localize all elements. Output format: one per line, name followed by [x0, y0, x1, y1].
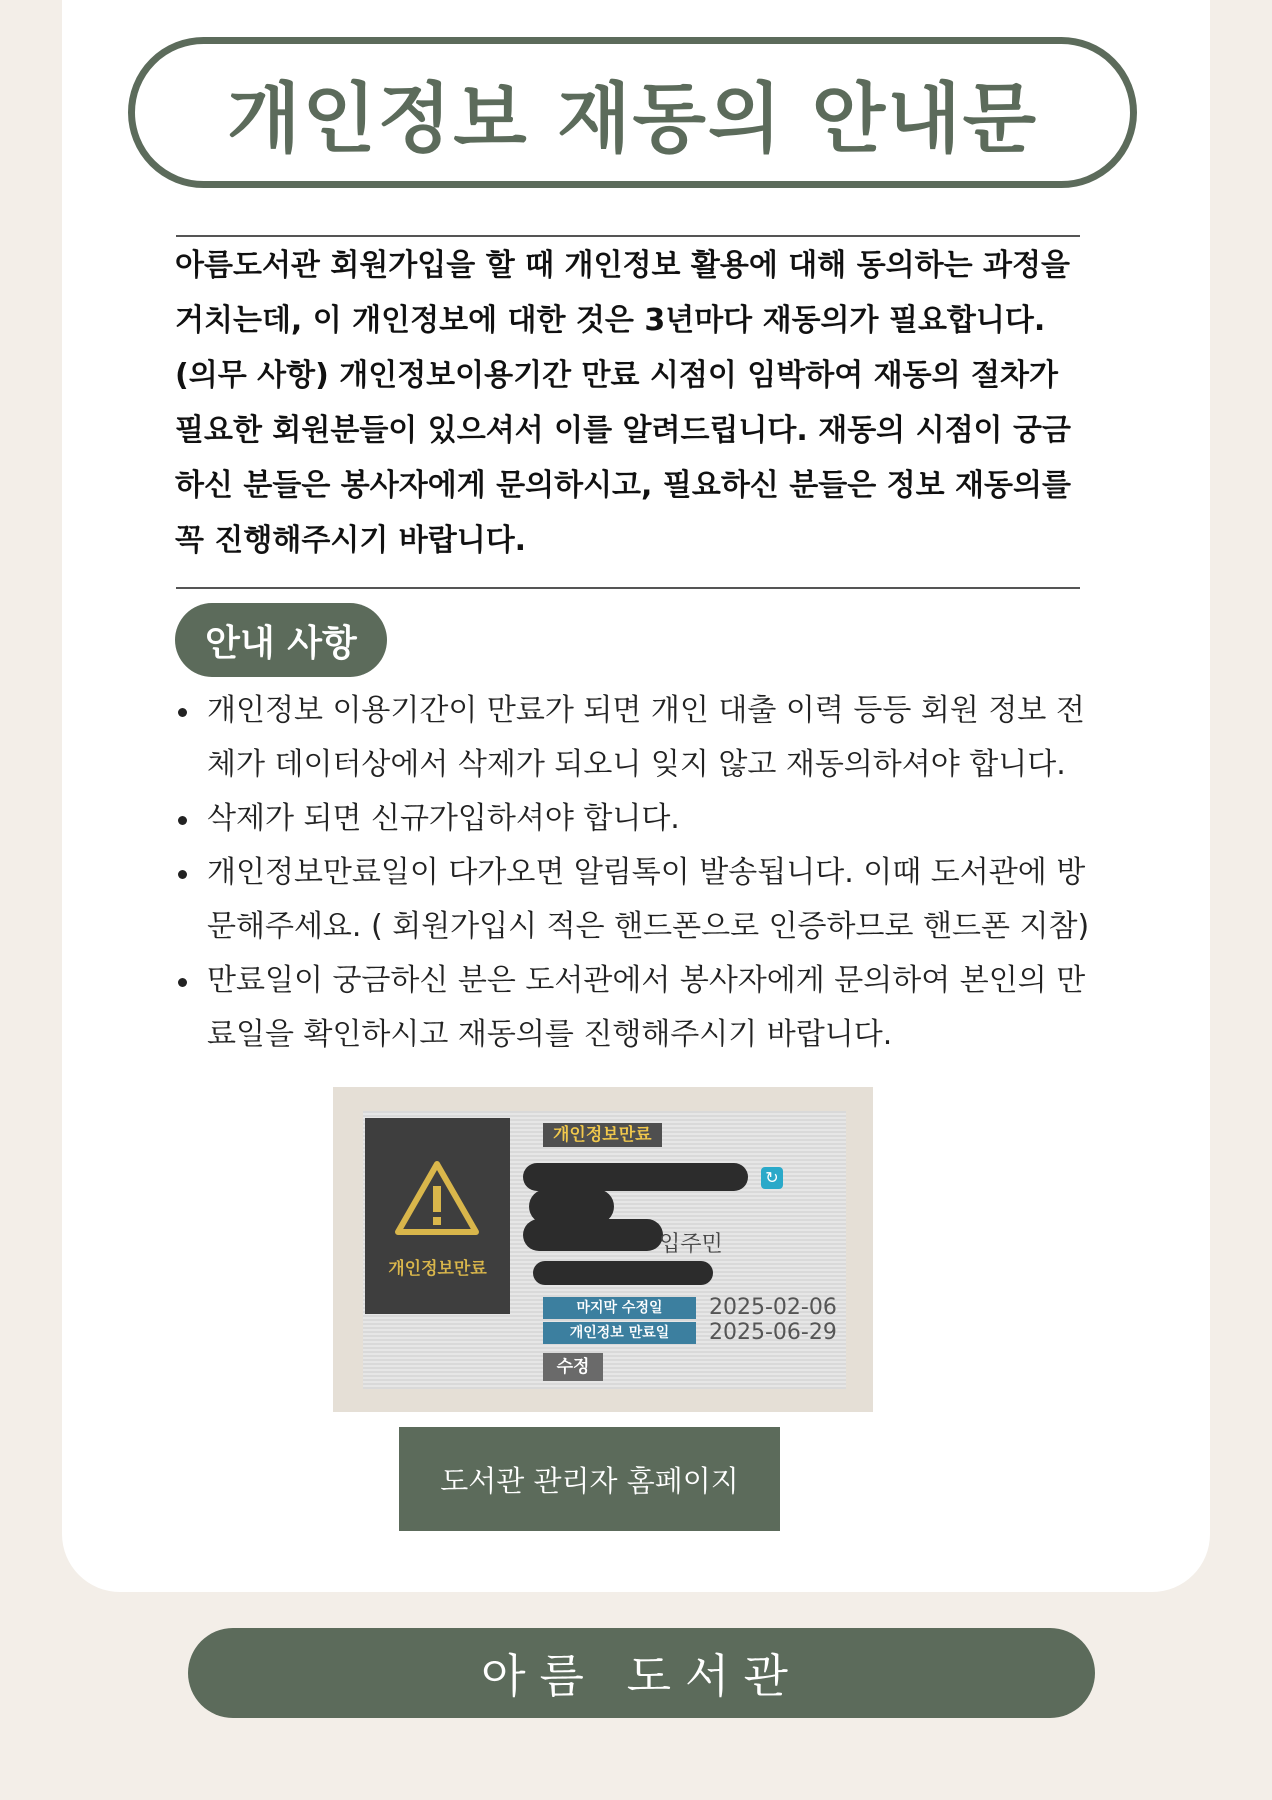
field-value-expiry: 2025-06-29 [709, 1320, 837, 1345]
screenshot-photo [333, 1087, 873, 1412]
field-label-last-modified: 마지막 수정일 [543, 1297, 696, 1319]
divider-bottom [176, 587, 1080, 589]
refresh-icon: ↻ [761, 1167, 783, 1189]
admin-homepage-button[interactable]: 도서관 관리자 홈페이지 [399, 1427, 780, 1531]
redaction-mark [523, 1163, 748, 1191]
resident-text: 입주민 [659, 1232, 723, 1257]
notice-item-3: 개인정보만료일이 다가오면 알림톡이 발송됩니다. 이때 도서관에 방문해주세요. ( 회원가입시 적은 핸드폰으로 인증하므로 핸드폰 지참) [176, 846, 1096, 954]
notice-item-4: 만료일이 궁금하신 분은 도서관에서 봉사자에게 문의하여 본인의 만료일을 확인하시고 재동의를 진행해주시기 바랍니다. [176, 954, 1096, 1062]
divider-top [176, 235, 1080, 237]
library-name: 아름 도서관 [481, 1649, 802, 1703]
intro-paragraph: 아름도서관 회원가입을 할 때 개인정보 활용에 대해 동의하는 과정을 거치는데, 이 개인정보에 대한 것은 3년마다 재동의가 필요합니다. (의무 사항) 개인정보이용기간 만료 시점이 임박하여 재동의 절차가 필요한 회원분들이 있으셔서 이를 알려드립니다. 재동의 시점이 궁금하신 분들은 봉사자에게 문의하시고, 필요하신 분들은 정보 재동의를 꼭 진행해주시기 바랍니다. [175, 248, 1071, 558]
notice-item-1: 개인정보 이용기간이 만료가 되면 개인 대출 이력 등등 회원 정보 전체가 데이터상에서 삭제가 되오니 잊지 않고 재동의하셔야 합니다. [176, 684, 1096, 792]
redaction-mark [523, 1219, 663, 1251]
field-label-expiry: 개인정보 만료일 [543, 1322, 696, 1344]
field-value-last-modified: 2025-02-06 [709, 1295, 837, 1320]
page-title: 개인정보 재동의 안내문 [226, 74, 1039, 163]
status-tag: 개인정보만료 [543, 1123, 662, 1147]
warning-icon [392, 1158, 482, 1238]
title-banner [128, 37, 1137, 188]
edit-label: 수정 [543, 1353, 603, 1381]
monitor-screen [363, 1111, 846, 1389]
warning-panel [365, 1118, 510, 1314]
notice-list [176, 684, 1096, 1062]
footer-banner [188, 1628, 1095, 1718]
redaction-mark [533, 1261, 713, 1285]
section-heading: 안내 사항 [175, 603, 387, 677]
notice-item-2: 삭제가 되면 신규가입하셔야 합니다. [176, 792, 1096, 846]
warning-label: 개인정보만료 [388, 1259, 487, 1279]
